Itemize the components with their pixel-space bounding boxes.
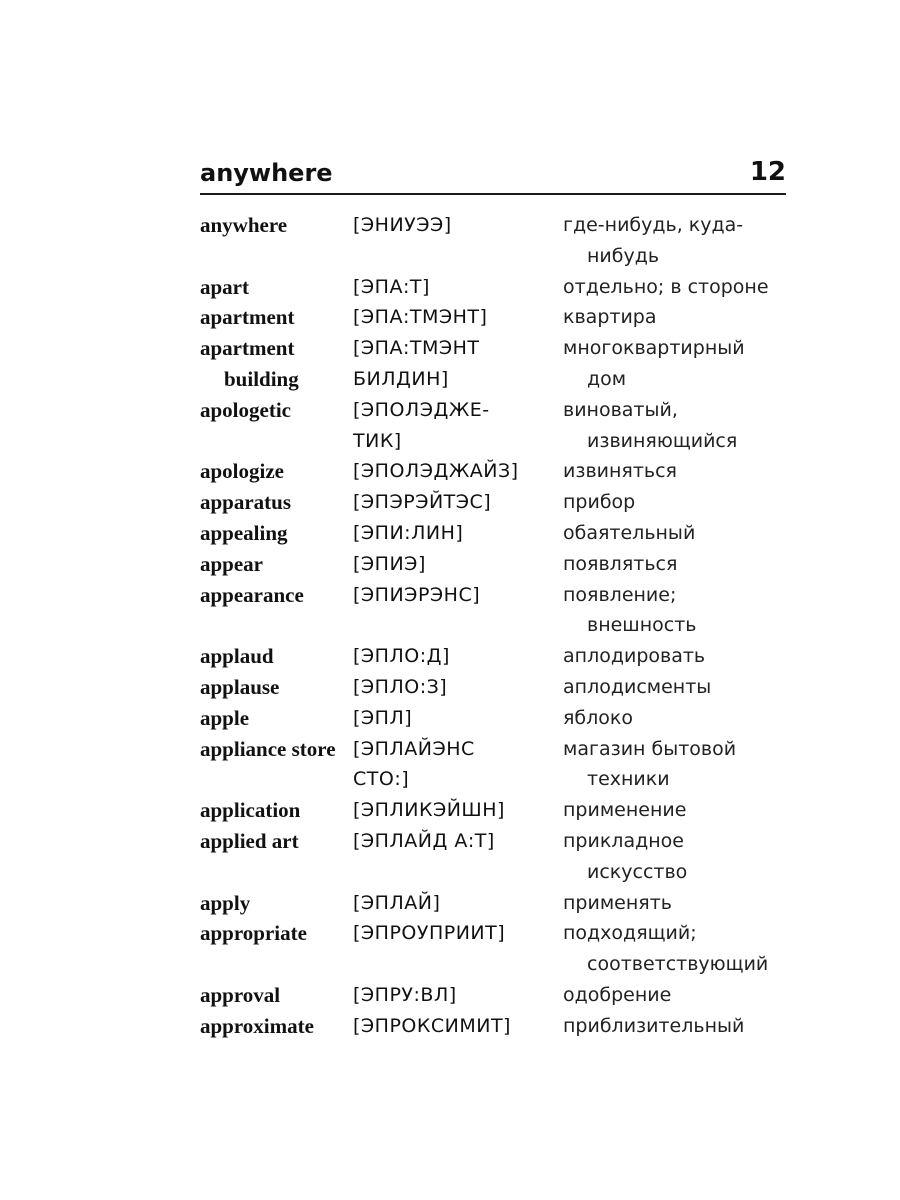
entry-pronunciation-line: [ЭНИУЭЭ]: [353, 214, 452, 236]
entry-pronunciation: [353, 672, 563, 703]
entry-headword: [200, 1011, 352, 1042]
entry-pronunciation: [353, 549, 563, 580]
dictionary-entry: [200, 272, 800, 303]
entry-headword: [200, 210, 352, 241]
entry-headword-line: appear: [200, 551, 263, 576]
entry-headword: [200, 456, 352, 487]
entry-translation-line: появляться: [563, 552, 678, 575]
entry-pronunciation: [353, 456, 563, 487]
entry-pronunciation-line: [ЭПЛО:З]: [353, 676, 448, 698]
entry-headword-line: appropriate: [200, 921, 307, 946]
entry-translation: [563, 518, 803, 549]
entry-headword-line: apply: [200, 890, 251, 915]
entry-translation: [563, 888, 803, 919]
entry-headword: [200, 734, 352, 765]
entry-pronunciation-line: [ЭПИ:ЛИН]: [353, 522, 464, 544]
entry-translation-line: применение: [563, 799, 687, 822]
dictionary-entry: [200, 826, 800, 888]
entry-pronunciation: [353, 395, 563, 457]
entry-headword-line: apologize: [200, 459, 284, 484]
entry-headword-line: approval: [200, 983, 281, 1007]
entry-headword-line: building: [224, 366, 299, 391]
entry-translation: [563, 210, 803, 272]
entry-translation: [563, 1011, 803, 1042]
entry-translation-line: техники: [587, 768, 670, 791]
entry-translation-line: извиняться: [563, 460, 677, 483]
entry-pronunciation-line: [ЭПЛИКЭЙШН]: [353, 799, 505, 822]
entry-pronunciation: [353, 734, 563, 796]
entry-headword: [200, 826, 352, 857]
entry-pronunciation: [353, 641, 563, 672]
entry-translation: [563, 918, 803, 980]
entry-pronunciation: [353, 918, 563, 949]
entry-headword: [200, 302, 352, 333]
entry-headword-line: apologetic: [200, 397, 291, 422]
dictionary-entry: [200, 918, 800, 980]
entry-headword-line: apple: [200, 705, 250, 730]
entry-translation: [563, 641, 803, 672]
entry-translation: [563, 795, 803, 826]
entry-headword-line: apartment: [200, 336, 295, 361]
entry-pronunciation-line: [ЭПЛАЙ]: [353, 891, 441, 914]
dictionary-entry: [200, 703, 800, 734]
entry-pronunciation-line: [ЭПИЭРЭНС]: [353, 583, 481, 606]
entry-pronunciation-line: ТИК]: [353, 429, 402, 452]
entry-translation-line: магазин бытовой: [563, 737, 737, 760]
entry-translation-line: подходящий;: [563, 922, 697, 945]
entry-translation-line: многоквартирный: [563, 337, 745, 360]
entry-pronunciation-line: [ЭПОЛЭДЖЕ-: [353, 398, 490, 421]
dictionary-entry: [200, 641, 800, 672]
entry-headword-line: apart: [200, 274, 249, 299]
entry-headword-line: appliance store: [200, 736, 336, 761]
entry-pronunciation: [353, 795, 563, 826]
entry-translation-line: появление;: [563, 583, 677, 606]
entry-headword-line: apparatus: [200, 490, 292, 515]
entry-translation-line: искусство: [587, 860, 688, 883]
entry-headword-line: appearance: [200, 582, 304, 607]
entry-pronunciation: [353, 580, 563, 611]
entry-translation-line: аплодировать: [563, 645, 706, 668]
entry-translation-line: дом: [587, 367, 627, 390]
entry-pronunciation-line: [ЭПА:ТМЭНТ: [353, 337, 480, 360]
dictionary-entry: [200, 395, 800, 457]
dictionary-entry: [200, 456, 800, 487]
entry-headword: [200, 580, 352, 611]
entry-headword: [200, 918, 352, 949]
page-number: 12: [749, 157, 786, 187]
entry-headword-line: apartment: [200, 305, 295, 330]
entry-translation-line: где-нибудь, куда-: [563, 214, 744, 236]
running-header: [200, 155, 786, 195]
entry-headword-line: anywhere: [200, 213, 288, 237]
entry-headword: [200, 672, 352, 703]
entry-headword: [200, 703, 352, 734]
entry-headword: [200, 395, 352, 426]
entry-translation-line: виноватый,: [563, 398, 678, 421]
entry-headword: [200, 888, 352, 919]
entry-headword-line: applause: [200, 675, 280, 699]
entry-pronunciation: [353, 1011, 563, 1042]
entry-translation: [563, 826, 803, 888]
entry-headword: [200, 641, 352, 672]
entry-translation: [563, 395, 803, 457]
entry-headword: [200, 518, 352, 549]
entry-headword-line: approximate: [200, 1013, 314, 1038]
entry-pronunciation: [353, 333, 563, 395]
entry-pronunciation: [353, 888, 563, 919]
entry-translation: [563, 302, 803, 333]
entry-headword: [200, 549, 352, 580]
entry-translation: [563, 487, 803, 518]
dictionary-entry: [200, 580, 800, 642]
entry-translation: [563, 580, 803, 642]
entry-translation: [563, 672, 803, 703]
entry-translation: [563, 980, 803, 1011]
entry-translation-line: прибор: [563, 491, 636, 514]
entry-pronunciation: [353, 703, 563, 734]
dictionary-entry: [200, 302, 800, 333]
entry-translation-line: внешность: [587, 614, 697, 637]
entry-pronunciation: [353, 518, 563, 549]
entry-pronunciation-line: [ЭПЛАЙЭНС: [353, 737, 475, 760]
entry-translation: [563, 549, 803, 580]
entry-pronunciation-line: [ЭПА:ТМЭНТ]: [353, 306, 488, 329]
entry-translation-line: одобрение: [563, 984, 672, 1006]
entry-headword: [200, 272, 352, 303]
dictionary-entry: [200, 980, 800, 1011]
entry-pronunciation-line: [ЭПИЭ]: [353, 552, 426, 575]
entry-translation-line: нибудь: [587, 244, 660, 267]
entry-translation-line: обаятельный: [563, 522, 696, 544]
entry-translation: [563, 703, 803, 734]
entry-headword: [200, 487, 352, 518]
entry-pronunciation-line: СТО:]: [353, 768, 410, 791]
dictionary-entry: [200, 672, 800, 703]
entry-translation-line: яблоко: [563, 706, 634, 729]
entry-headword: [200, 980, 352, 1011]
entry-pronunciation: [353, 980, 563, 1011]
entry-translation: [563, 456, 803, 487]
dictionary-entry: [200, 549, 800, 580]
entry-translation-line: аплодисменты: [563, 676, 712, 698]
entry-pronunciation-line: [ЭПА:Т]: [353, 275, 430, 298]
entry-pronunciation-line: [ЭПЛО:Д]: [353, 645, 450, 668]
entry-pronunciation: [353, 487, 563, 518]
entry-translation-line: квартира: [563, 306, 657, 329]
entry-pronunciation-line: [ЭПРУ:ВЛ]: [353, 984, 457, 1006]
dictionary-entry: [200, 888, 800, 919]
entry-pronunciation-line: [ЭПРОУПРИИТ]: [353, 922, 506, 945]
entry-pronunciation: [353, 272, 563, 303]
header-guide-word: anywhere: [200, 159, 333, 187]
entry-pronunciation-line: [ЭПРОКСИМИТ]: [353, 1014, 511, 1037]
entry-headword-line: appealing: [200, 521, 288, 545]
entry-headword-line: applaud: [200, 644, 274, 669]
entry-headword: [200, 795, 352, 826]
entry-translation: [563, 333, 803, 395]
dictionary-entry: [200, 518, 800, 549]
entry-translation-line: прикладное: [563, 830, 684, 852]
entry-pronunciation-line: [ЭПОЛЭДЖАЙЗ]: [353, 460, 519, 483]
entry-translation-line: извиняющийся: [587, 429, 738, 452]
dictionary-entry: [200, 795, 800, 826]
entry-translation-line: соответствующий: [587, 953, 769, 976]
entry-pronunciation: [353, 826, 563, 857]
dictionary-entry: [200, 734, 800, 796]
entry-pronunciation-line: [ЭПЛ]: [353, 706, 413, 729]
entry-pronunciation: [353, 210, 563, 241]
entry-translation-line: отдельно; в стороне: [563, 275, 769, 298]
entry-pronunciation-line: БИЛДИН]: [353, 367, 449, 390]
entry-headword-line: applied art: [200, 829, 299, 853]
entry-pronunciation-line: [ЭПЭРЭЙТЭС]: [353, 491, 492, 514]
entry-translation-line: применять: [563, 891, 672, 914]
entry-translation: [563, 734, 803, 796]
entry-translation-line: приблизительный: [563, 1014, 745, 1037]
entry-translation: [563, 272, 803, 303]
dictionary-entry: [200, 333, 800, 395]
entry-headword-line: application: [200, 798, 301, 823]
entry-pronunciation-line: [ЭПЛАЙД А:Т]: [353, 830, 495, 852]
entry-headword: [200, 333, 352, 395]
entry-pronunciation: [353, 302, 563, 333]
dictionary-entry: [200, 210, 800, 272]
dictionary-entry: [200, 1011, 800, 1042]
dictionary-entry: [200, 487, 800, 518]
